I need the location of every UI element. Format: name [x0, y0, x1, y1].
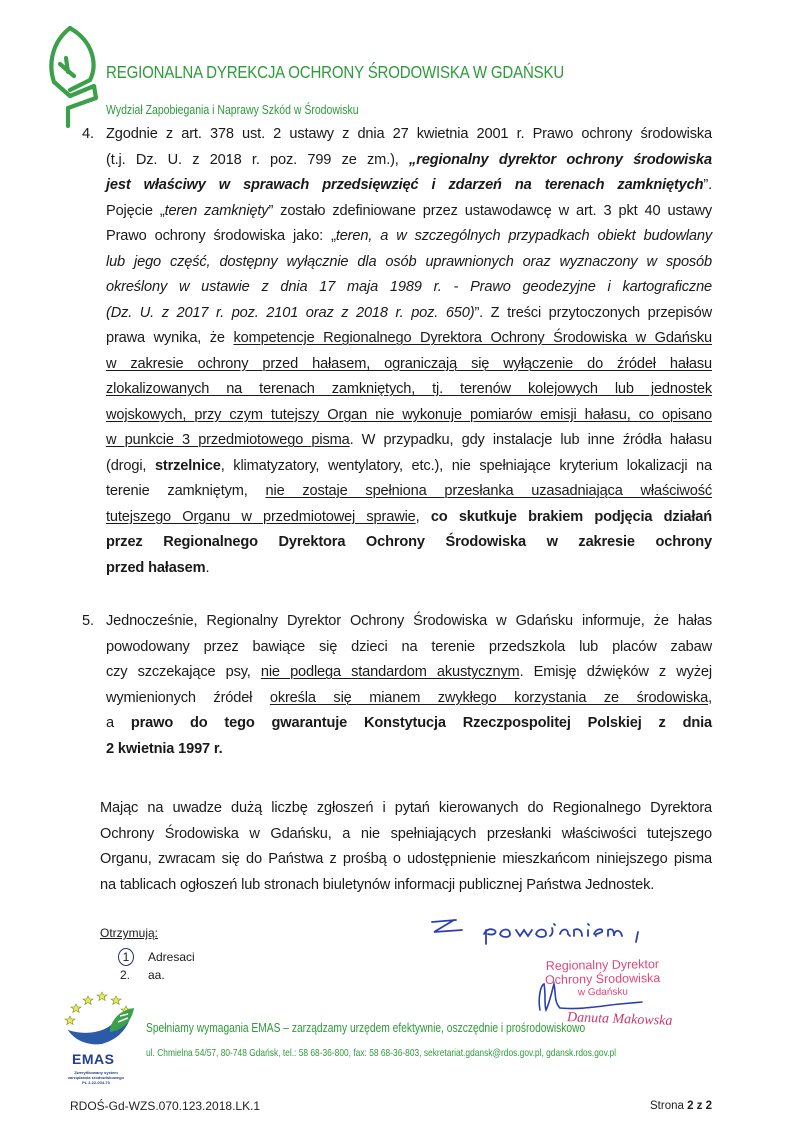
text-line — [106, 556, 712, 582]
text-run: (Dz. U. z 2017 r. poz. 2101 oraz z 2018 r. poz. 650) — [106, 304, 475, 321]
text-run: prawo do tego gwarantuje Konstytucja Rzeczpospolitej Polskiej z dnia — [130, 715, 712, 731]
text-line — [106, 250, 712, 276]
signer-name: Danuta Makowska — [566, 1010, 673, 1029]
section-4-paragraph — [82, 122, 713, 581]
page-total: 2 — [705, 1100, 713, 1112]
text-run: Ochrony Środowiska w Gdańsku, a nie spełniających przesłanki właściwości tutejszego — [100, 825, 712, 842]
text-run: strzelnice — [154, 457, 221, 474]
page-sep: z — [696, 1100, 703, 1112]
text-line — [106, 173, 712, 199]
emas-label: EMAS — [72, 1051, 115, 1067]
text-run: terenie zamkniętym, — [106, 483, 266, 499]
eu-stars-icon — [62, 988, 142, 1050]
text-run: . W przypadku, gdy instalacje lub inne źródła hałasu — [349, 432, 712, 448]
text-run: co skutkuje brakiem podjęcia działań — [430, 508, 713, 525]
text-line — [106, 275, 712, 301]
page-number — [650, 1100, 712, 1112]
text-run: . Emisję dźwięków z wyżej — [519, 664, 712, 680]
emas-statement: Spełniamy wymagania EMAS – zarządzamy urzędem efektywnie, oszczędnie i prośrodowiskowo — [146, 1021, 586, 1035]
institution-name: REGIONALNA DYREKCJA OCHRONY ŚRODOWISKA W GDAŃSKU — [106, 62, 565, 82]
page-current: 2 — [687, 1100, 694, 1112]
text-run: , klimatyzatory, wentylatory, etc.), nie spełniające kryterium lokalizacji na — [220, 457, 712, 474]
text-line — [106, 403, 712, 429]
handwritten-greeting — [428, 914, 658, 953]
text-line — [106, 530, 712, 556]
text-line — [106, 224, 712, 250]
text-line — [100, 847, 712, 873]
text-line — [106, 686, 712, 712]
text-run: określony w ustawie z dnia 17 maja 1989 r. - Prawo geodezyjne i kartograficzne — [106, 279, 712, 295]
text-run: wymienionych źródeł — [106, 689, 270, 706]
stamp-line: Regionalny Dyrektor — [545, 957, 660, 973]
text-run: Prawo ochrony środowiska jako: „ — [106, 228, 336, 244]
text-run: tutejszego Organu w przedmiotowej sprawie — [106, 508, 416, 525]
recipient-item — [120, 968, 165, 982]
text-run: teren zamknięty — [164, 202, 269, 219]
text-run: teren, a w szczególnych przypadkach obiekt budowlany — [335, 228, 713, 244]
text-line — [106, 737, 712, 763]
stamp-line: Ochrony Środowiska — [544, 970, 661, 988]
emas-logo — [62, 988, 142, 1098]
text-line — [106, 711, 712, 737]
text-line — [106, 635, 712, 661]
text-run: Mając na uwadze dużą liczbę zgłoszeń i pytań kierowanych do Regionalnego Dyrektora — [100, 800, 712, 816]
text-run: na tablicach ogłoszeń lub stronach biuletynów informacji publicznej Państwa Jednostek. — [100, 876, 655, 893]
text-run: ”. — [703, 177, 712, 193]
closing-paragraph — [100, 796, 712, 898]
text-line — [106, 352, 712, 378]
text-line — [100, 873, 712, 899]
text-run: przez Regionalnego Dyrektora Ochrony Środowiska w zakresie ochrony — [106, 534, 712, 550]
text-run: (t.j. Dz. U. z 2018 r. poz. 799 ze zm.), — [106, 151, 410, 168]
text-run: zlokalizowanych na terenach zamkniętych, tj. terenów kolejowych lub jednostek — [106, 381, 712, 397]
text-run: w punkcie 3 przedmiotowego pisma — [106, 432, 350, 448]
text-run: Pojęcie „ — [106, 202, 165, 219]
text-run: w zakresie ochrony przed hałasem, ograniczają się wyłączenie do źródeł hałasu — [106, 355, 712, 372]
text-run: czy szczekające psy, — [106, 664, 261, 680]
recipient-number: 2. — [120, 968, 131, 982]
text-run: prawa wynika, że — [106, 330, 234, 346]
circled-number: 1 — [118, 948, 134, 966]
section-4-number: 4. — [82, 126, 94, 142]
section-5-number: 5. — [82, 613, 94, 629]
text-line — [106, 199, 712, 225]
department-name: Wydział Zapobiegania i Naprawy Szkód w Środowisku — [106, 103, 359, 117]
stamp-line: w Gdańsku — [577, 986, 628, 999]
emas-registration: Zweryfikowany system zarządzania środowiskowego PL 2.22-004-70 — [67, 1070, 124, 1085]
text-line — [106, 301, 712, 327]
text-run: nie zostaje spełniona przesłanka uzasadniająca właściwość — [265, 483, 712, 499]
text-run: a — [106, 715, 131, 731]
text-run: Zgodnie z art. 378 ust. 2 ustawy z dnia 27 kwietnia 2001 r. Prawo ochrony środowiska — [106, 126, 712, 142]
text-run: , — [415, 508, 431, 525]
recipients-label: Otrzymują: — [100, 926, 159, 940]
text-run: „regionalny dyrektor ochrony środowiska — [409, 151, 712, 168]
recipient-text: aa. — [148, 968, 165, 982]
text-run: 2 kwietnia 1997 r. — [106, 740, 223, 757]
rdos-leaf-logo — [46, 24, 102, 128]
text-run: ”. Z treści przytoczonych przepisów — [474, 304, 712, 321]
section-5-paragraph — [82, 609, 712, 762]
text-run: . — [205, 559, 210, 576]
text-line — [106, 660, 712, 686]
contact-address: ul. Chmielna 54/57, 80-748 Gdańsk, tel.: 58 68-36-800, fax: 58 68-36-803, sekretariat.gdansk@rdos.gov.pl, gdansk.rdos.gov.pl — [146, 1047, 617, 1059]
text-run: Jednocześnie, Regionalny Dyrektor Ochrony Środowiska w Gdańsku informuje, że hałas — [106, 613, 712, 629]
document-reference: RDOŚ-Gd-WZS.070.123.2018.LK.1 — [70, 1099, 261, 1113]
text-run: wojskowych, przy czym tutejszy Organ nie wykonuje pomiarów emisji hałasu, co opisano — [106, 406, 712, 423]
recipient-text: Adresaci — [148, 950, 195, 964]
text-line — [106, 326, 712, 352]
text-line — [106, 377, 712, 403]
leaf-icon — [46, 24, 102, 128]
text-run: określa się mianem zwykłego korzystania ze środowiska — [269, 689, 709, 706]
text-run: nie podlega standardom akustycznym — [260, 664, 520, 680]
text-run: lub jego część, dostępny wyłącznie dla osób uprawnionych oraz wyznaczony w sposób — [106, 253, 712, 270]
recipient-item — [120, 948, 195, 966]
text-line — [106, 505, 712, 531]
text-line — [106, 454, 712, 480]
text-run: przed hałasem — [106, 559, 206, 576]
page-label: Strona — [650, 1100, 684, 1112]
recipients-block — [100, 926, 195, 982]
text-run: Organu, zwracam się do Państwa z prośbą o udostępnienie mieszkańcom niniejszego pisma — [100, 851, 712, 867]
text-line — [100, 796, 712, 822]
text-line — [100, 822, 712, 848]
text-run: (drogi, — [106, 457, 155, 474]
text-run: , — [708, 689, 712, 706]
text-line — [106, 148, 712, 174]
text-run: powodowany przez bawiące się dzieci na terenie przedszkola lub placów zabaw — [106, 638, 712, 655]
text-line — [106, 609, 712, 635]
text-line — [106, 479, 712, 505]
text-run: ” zostało zdefiniowane przez ustawodawcę w art. 3 pkt 40 ustawy — [268, 202, 712, 219]
text-run: jest właściwy w sprawach przedsięwzięć i zdarzeń na terenach zamkniętych — [106, 177, 704, 193]
text-run: kompetencje Regionalnego Dyrektora Ochrony Środowiska w Gdańsku — [233, 330, 712, 346]
text-line — [106, 428, 712, 454]
text-line — [106, 122, 712, 148]
